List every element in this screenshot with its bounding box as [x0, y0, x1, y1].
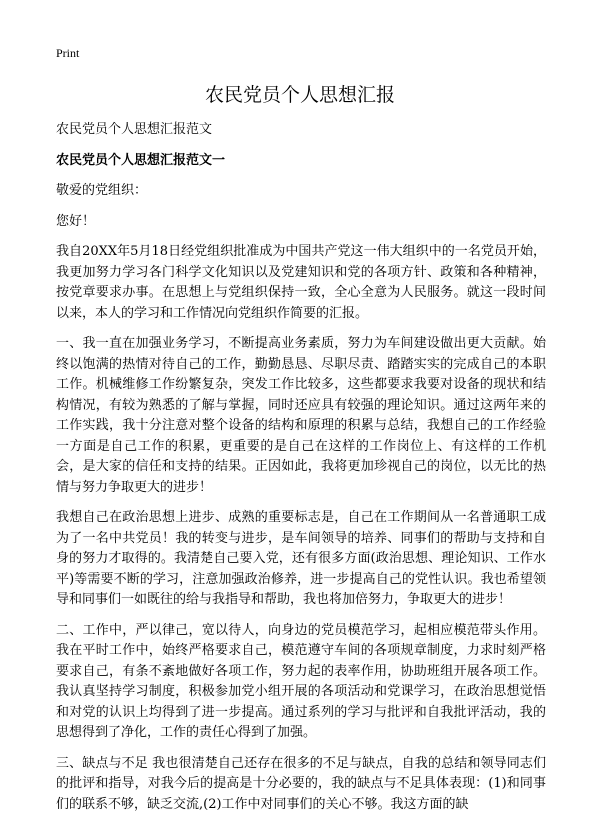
- paragraph: 我想自己在政治思想上进步、成熟的重要标志是，自己在工作期间从一名普通职工成为了一名中共党员！我的转变与进步，是车间领导的培养、同事们的帮助与支持和自身的努力才取得的。我清楚自己要入党，还有很多方面(政治思想、理论知识、工作水平)等需要不断的学习，注意加强政治修养，进一步提高自己的党性认识。我也希望领导和同事们一如既往的给与我指导和帮助，我也将加倍努力，争取更大的进步！: [56, 510, 546, 607]
- print-link[interactable]: Print: [56, 46, 80, 60]
- section-heading: 农民党员个人思想汇报范文一: [56, 152, 226, 168]
- paragraph: 二、工作中，严以律己，宽以待人，向身边的党员模范学习，起相应模范带头作用。我在平时工作中，始终严格要求自己，模范遵守车间的各项规章制度，力求时刻严格要求自己，有条不紊地做好各项工作，努力起的表率作用，协助班组开展各项工作。我认真坚持学习制度，积极参加党小组开展的各项活动和党课学习，在政治思想觉悟和对党的认识上均得到了进一步提高。通过系列的学习与批评和自我批评活动，我的思想得到了净化，工作的责任心得到了加强。: [56, 622, 546, 740]
- document-subtitle: 农民党员个人思想汇报范文: [56, 122, 213, 137]
- page-title: 农民党员个人思想汇报: [204, 84, 395, 106]
- paragraph: 三、缺点与不足 我也很清楚自己还存在很多的不足与缺点，自我的总结和领导同志们的批评和指导，对我今后的提高是十分必要的，我的缺点与不足具体表现：(1)和同事们的联系不够，缺乏交流,(2)工作中对同事们的关心不够。我这方面的缺: [56, 755, 546, 812]
- paragraph: 一、我一直在加强业务学习，不断提高业务素质，努力为车间建设做出更大贡献。始终以饱满的热情对待自己的工作，勤勤恳恳、尽职尽责、踏踏实实的完成自己的本职工作。机械维修工作纷繁复杂，突发工作比较多，这些都要求我要对设备的现状和结构情况，有较为熟悉的了解与掌握，同时还应具有较强的理论知识。通过这两年来的工作实践，我十分注意对整个设备的结构和原理的积累与总结，我想自己的工作经验一方面是自己工作的积累，更重要的是自己在这样的工作岗位上、有这样的工作机会，是大家的信任和支持的结果。正因如此，我将更加珍视自己的岗位，以无比的热情与努力争取更大的进步！: [56, 336, 546, 495]
- paragraph: 我自20XX年5月18日经党组织批准成为中国共产党这一伟大组织中的一名党员开始，我更加努力学习各门科学文化知识以及党建知识和党的各项方针、政策和各种精神，按党章要求办事。在思想上与党组织保持一致，全心全意为人民服务。就这一段时间以来，本人的学习和工作情况向党组织作简要的汇报。: [56, 244, 546, 321]
- greeting: 您好！: [56, 213, 96, 229]
- document-body: [56, 120, 546, 815]
- salutation: 敬爱的党组织：: [56, 183, 148, 198]
